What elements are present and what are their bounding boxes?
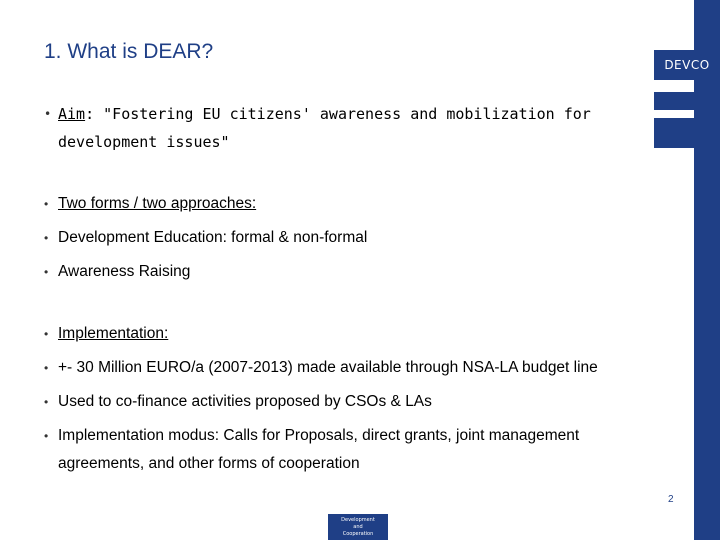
slide-title: 1. What is DEAR? [44, 40, 214, 63]
forms-heading: Two forms / two approaches: [58, 195, 257, 212]
aim-bullet [44, 100, 644, 156]
sidebar-decor-block [654, 92, 694, 110]
page-number: 2 [668, 494, 674, 505]
dg-badge: DEVCO [654, 50, 720, 80]
list-item: • +- 30 Million EURO/a (2007-2013) made available through NSA-LA budget line [44, 354, 644, 382]
list-item: • Implementation modus: Calls for Proposals, direct grants, joint management agreements, and other forms of cooperation [44, 422, 644, 478]
right-sidebar-bar [694, 0, 720, 540]
aim-text: : "Fostering EU citizens' awareness and mobilization for development issues" [58, 105, 591, 151]
forms-heading-bullet [44, 190, 644, 218]
list-item: • Awareness Raising [44, 258, 644, 286]
logo-line: and [353, 524, 363, 530]
list-item: • Used to co-finance activities proposed by CSOs & LAs [44, 388, 644, 416]
dg-logo [328, 514, 388, 540]
list-item: • Development Education: formal & non-formal [44, 224, 644, 252]
implementation-heading: Implementation: [58, 325, 169, 342]
logo-line: Development [341, 517, 375, 523]
logo-line: Cooperation [342, 531, 374, 537]
slide-body [44, 100, 644, 478]
aim-label: Aim [58, 105, 86, 123]
sidebar-decor-block [654, 118, 694, 148]
implementation-heading-bullet [44, 320, 644, 348]
